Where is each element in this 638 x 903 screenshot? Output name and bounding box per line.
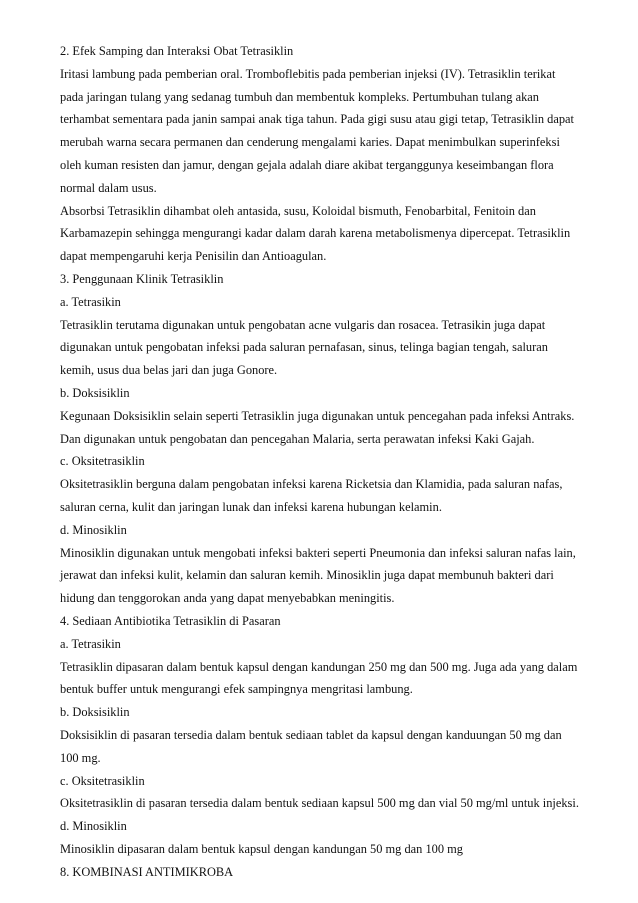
section-heading-antimicrobial-combination: 8. KOMBINASI ANTIMIKROBA [60,864,234,879]
paragraph-line: jerawat dan infeksi kulit, kelamin dan saluran kemih. Minosiklin juga dapat membunuh bakteri dari [60,568,554,583]
subheading-oksitetrasiklin: c. Oksitetrasiklin [60,454,145,469]
paragraph-line: Tetrasiklin terutama digunakan untuk pengobatan acne vulgaris dan rosacea. Tetrasikin juga dapat [60,317,546,332]
subheading-tetrasikin: a. Tetrasikin [60,294,121,309]
paragraph-line: Dan digunakan untuk pengobatan dan pencegahan Malaria, serta perawatan infeksi Kaki Gajah. [60,431,535,446]
paragraph-line: Minosiklin dipasaran dalam bentuk kapsul dengan kandungan 50 mg dan 100 mg [60,841,463,856]
paragraph-line: oleh kuman resisten dan jamur, dengan gejala adalah diare akibat terganggunya keseimbangan flora [60,157,554,172]
paragraph-line: Absorbsi Tetrasiklin dihambat oleh antasida, susu, Koloidal bismuth, Fenobarbital, Fenitoin dan [60,203,536,218]
paragraph-line: Doksisiklin di pasaran tersedia dalam bentuk sediaan tablet da kapsul dengan kanduungan 50 mg dan [60,727,562,742]
paragraph-line: terhambat sementara pada janin sampai anak tiga tahun. Pada gigi susu atau gigi tetap, Tetrasiklin dapat [60,112,574,127]
paragraph-line: bentuk buffer untuk mengurangi efek sampingnya mengritasi lambung. [60,682,413,697]
paragraph-line: Oksitetrasiklin di pasaran tersedia dalam bentuk sediaan kapsul 500 mg dan vial 50 mg/ml untuk injeksi. [60,796,579,811]
subheading-oksitetrasiklin: c. Oksitetrasiklin [60,773,145,788]
paragraph-line: normal dalam usus. [60,180,157,195]
paragraph-line: merubah warna secara permanen dan cenderung mengalami karies. Dapat menimbulkan superinfeksi [60,135,560,150]
paragraph-line: hidung dan tenggorokan anda yang dapat menyebabkan meningitis. [60,591,395,606]
paragraph-line: digunakan untuk pengobatan infeksi pada saluran pernafasan, sinus, telinga bagian tengah, saluran [60,340,548,355]
paragraph-line: Kegunaan Doksisiklin selain seperti Tetrasiklin juga digunakan untuk pencegahan pada infeksi Antraks. [60,408,575,423]
paragraph-line: saluran cerna, kulit dan jaringan lunak dan infeksi karena hubungan kelamin. [60,499,442,514]
subheading-tetrasikin: a. Tetrasikin [60,636,121,651]
section-heading-preparations: 4. Sediaan Antibiotika Tetrasiklin di Pasaran [60,613,281,628]
paragraph-line: pada jaringan tulang yang sedanag tumbuh dan membentuk kompleks. Pertumbuhan tulang akan [60,89,539,104]
paragraph-line: Tetrasiklin dipasaran dalam bentuk kapsul dengan kandungan 250 mg dan 500 mg. Juga ada yang dalam [60,659,578,674]
subheading-minosiklin: d. Minosiklin [60,819,127,834]
paragraph-line: kemih, usus dua belas jari dan juga Gonore. [60,363,278,378]
paragraph-line: Minosiklin digunakan untuk mengobati infeksi bakteri seperti Pneumonia dan infeksi saluran nafas lain, [60,545,576,560]
paragraph-line: Oksitetrasiklin berguna dalam pengobatan infeksi karena Ricketsia dan Klamidia, pada saluran nafas, [60,477,563,492]
section-heading-clinical-use: 3. Penggunaan Klinik Tetrasiklin [60,271,224,286]
paragraph-line: Iritasi lambung pada pemberian oral. Tromboflebitis pada pemberian injeksi (IV). Tetrasiklin terikat [60,66,556,81]
subheading-minosiklin: d. Minosiklin [60,522,127,537]
paragraph-line: 100 mg. [60,750,101,765]
section-heading-side-effects: 2. Efek Samping dan Interaksi Obat Tetrasiklin [60,44,294,58]
subheading-doksisiklin: b. Doksisiklin [60,385,130,400]
subheading-doksisiklin: b. Doksisiklin [60,705,130,720]
paragraph-line: dapat mempengaruhi kerja Penisilin dan Antioagulan. [60,249,327,264]
document-page [60,40,600,883]
paragraph-line: Karbamazepin sehingga mengurangi kadar dalam darah karena metabolismenya dipercepat. Tetrasiklin [60,226,571,241]
